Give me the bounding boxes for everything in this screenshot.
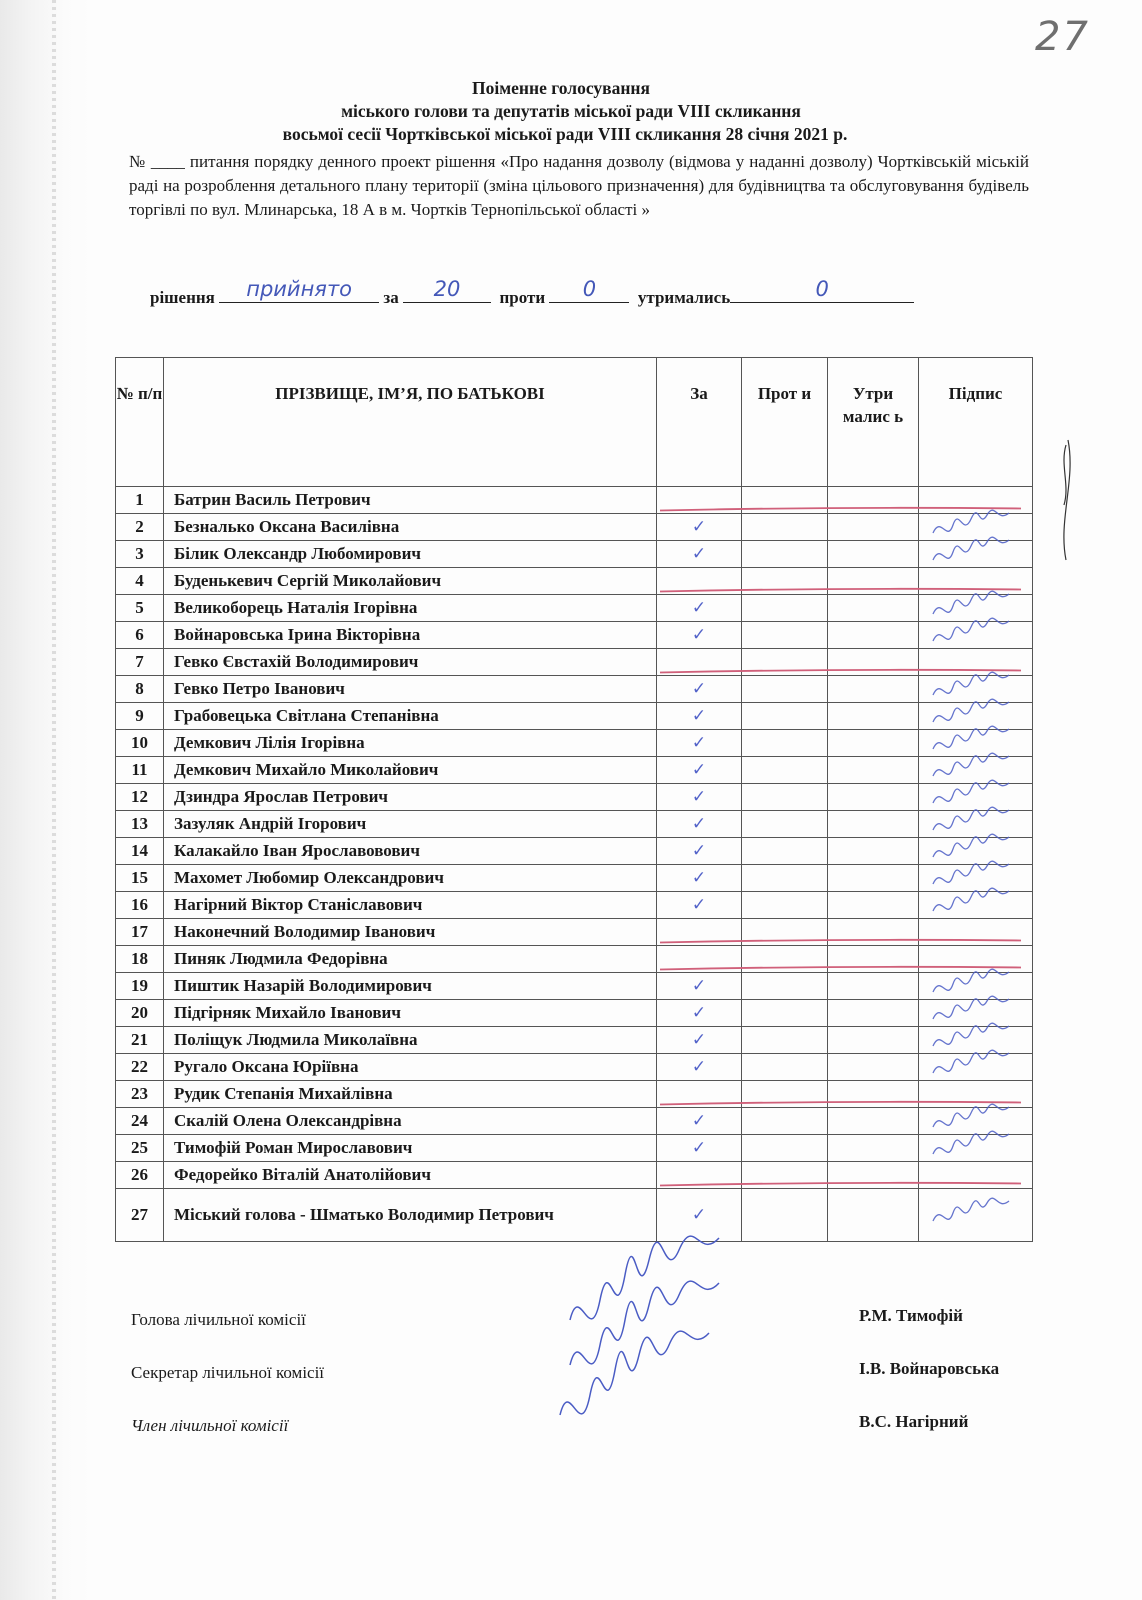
vote-for-cell: ✓ bbox=[657, 892, 742, 919]
commission-signature bbox=[570, 1281, 719, 1365]
vote-abstained-cell bbox=[828, 703, 919, 730]
vote-for-cell: ✓ bbox=[657, 838, 742, 865]
vote-for-cell: ✓ bbox=[657, 784, 742, 811]
table-row bbox=[116, 1189, 1033, 1242]
row-number: 19 bbox=[116, 973, 164, 1000]
vote-result-line bbox=[150, 277, 914, 308]
vote-abstained-cell bbox=[828, 1000, 919, 1027]
vote-against-cell bbox=[742, 973, 828, 1000]
agenda-question: № ____ питання порядку денного проект рішення «Про надання дозволу (відмова у наданні дозволу) Чортківській міській раді на розроблення детального плану території (зміна цільового призначення) для будівництва та обслуговування будівель торгівлі по вул. Млинарська, 18 А в м. Чортків Тернопільської області » bbox=[129, 152, 1029, 219]
vote-for-cell: ✓ bbox=[657, 730, 742, 757]
vote-for-cell: ✓ bbox=[657, 514, 742, 541]
page-number: 27 bbox=[1035, 14, 1090, 60]
deputy-name: Батрин Василь Петрович bbox=[164, 487, 657, 514]
vote-for-cell: ✓ bbox=[657, 1189, 742, 1242]
vote-against-cell bbox=[742, 703, 828, 730]
vote-abstained-cell bbox=[828, 541, 919, 568]
table-row bbox=[116, 649, 1033, 676]
signature-cell bbox=[919, 1081, 1033, 1108]
commission-signature bbox=[570, 1236, 719, 1320]
row-number: 15 bbox=[116, 865, 164, 892]
vote-for-cell: ✓ bbox=[657, 973, 742, 1000]
table-row bbox=[116, 595, 1033, 622]
against-blank bbox=[549, 277, 629, 303]
signature-cell bbox=[919, 865, 1033, 892]
vote-for-cell bbox=[657, 1162, 742, 1189]
vote-for-cell bbox=[657, 946, 742, 973]
session-line: восьмої сесії Чортківської міської ради VIII скликання 28 січня 2021 р. bbox=[282, 124, 848, 144]
deputy-name: Зазуляк Андрій Ігорович bbox=[164, 811, 657, 838]
vote-for-cell: ✓ bbox=[657, 703, 742, 730]
vote-abstained-cell bbox=[828, 838, 919, 865]
vote-against-cell bbox=[742, 946, 828, 973]
vote-against-cell bbox=[742, 730, 828, 757]
for-blank bbox=[403, 277, 491, 303]
table-header-row bbox=[116, 358, 1033, 487]
signature-cell bbox=[919, 838, 1033, 865]
vote-against-cell bbox=[742, 811, 828, 838]
signature-cell bbox=[919, 703, 1033, 730]
commission-signature bbox=[560, 1331, 709, 1415]
vote-abstained-cell bbox=[828, 487, 919, 514]
header-num: № п/п bbox=[116, 358, 164, 487]
vote-for-cell: ✓ bbox=[657, 865, 742, 892]
vote-against-cell bbox=[742, 622, 828, 649]
vote-for-cell bbox=[657, 487, 742, 514]
table-row bbox=[116, 892, 1033, 919]
vote-abstained-cell bbox=[828, 1189, 919, 1242]
table-row bbox=[116, 865, 1033, 892]
vote-for-cell: ✓ bbox=[657, 622, 742, 649]
signature-cell bbox=[919, 514, 1033, 541]
vote-abstained-cell bbox=[828, 1108, 919, 1135]
signature-cell bbox=[919, 487, 1033, 514]
vote-abstained-cell bbox=[828, 784, 919, 811]
vote-against-cell bbox=[742, 514, 828, 541]
commission-head-role: Голова лічильної комісії bbox=[131, 1310, 306, 1329]
signature-cell bbox=[919, 595, 1033, 622]
vote-abstained-cell bbox=[828, 946, 919, 973]
row-number: 20 bbox=[116, 1000, 164, 1027]
vote-abstained-cell bbox=[828, 757, 919, 784]
row-number: 11 bbox=[116, 757, 164, 784]
row-number: 1 bbox=[116, 487, 164, 514]
row-number: 23 bbox=[116, 1081, 164, 1108]
header-against: Прот и bbox=[742, 358, 828, 487]
vote-against-cell bbox=[742, 649, 828, 676]
row-number: 7 bbox=[116, 649, 164, 676]
vote-for-cell: ✓ bbox=[657, 1135, 742, 1162]
vote-against-cell bbox=[742, 676, 828, 703]
table-row bbox=[116, 757, 1033, 784]
deputy-name: Федорейко Віталій Анатолійович bbox=[164, 1162, 657, 1189]
vote-abstained-cell bbox=[828, 1054, 919, 1081]
row-number: 17 bbox=[116, 919, 164, 946]
against-value: 0 bbox=[582, 277, 597, 301]
document-title: Поіменне голосування bbox=[472, 78, 650, 98]
signature-cell bbox=[919, 892, 1033, 919]
row-number: 25 bbox=[116, 1135, 164, 1162]
row-number: 10 bbox=[116, 730, 164, 757]
vote-against-cell bbox=[742, 1000, 828, 1027]
table-row bbox=[116, 811, 1033, 838]
row-number: 9 bbox=[116, 703, 164, 730]
signature-cell bbox=[919, 649, 1033, 676]
row-number: 27 bbox=[116, 1189, 164, 1242]
signature-cell bbox=[919, 919, 1033, 946]
vote-abstained-cell bbox=[828, 595, 919, 622]
table-row bbox=[116, 973, 1033, 1000]
abstained-value: 0 bbox=[815, 277, 829, 301]
deputy-name: Буденькевич Сергій Миколайович bbox=[164, 568, 657, 595]
table-row bbox=[116, 919, 1033, 946]
deputy-name: Дзиндра Ярослав Петрович bbox=[164, 784, 657, 811]
signature-cell bbox=[919, 730, 1033, 757]
deputy-name: Тимофій Роман Мирославович bbox=[164, 1135, 657, 1162]
decision-blank bbox=[219, 277, 379, 303]
vote-against-cell bbox=[742, 487, 828, 514]
vote-against-cell bbox=[742, 1108, 828, 1135]
vote-for-cell bbox=[657, 568, 742, 595]
vote-abstained-cell bbox=[828, 1081, 919, 1108]
signature-cell bbox=[919, 757, 1033, 784]
table-row bbox=[116, 1027, 1033, 1054]
signature-cell bbox=[919, 541, 1033, 568]
row-number: 2 bbox=[116, 514, 164, 541]
signature-cell bbox=[919, 1189, 1033, 1242]
vote-for-cell: ✓ bbox=[657, 1000, 742, 1027]
row-number: 26 bbox=[116, 1162, 164, 1189]
table-row bbox=[116, 1135, 1033, 1162]
table-row bbox=[116, 703, 1033, 730]
vote-for-cell: ✓ bbox=[657, 541, 742, 568]
header-for: За bbox=[657, 358, 742, 487]
table-row bbox=[116, 676, 1033, 703]
deputy-name: Демкович Лілія Ігорівна bbox=[164, 730, 657, 757]
deputy-name: Грабовецька Світлана Степанівна bbox=[164, 703, 657, 730]
for-label: за bbox=[383, 288, 399, 307]
table-row bbox=[116, 568, 1033, 595]
vote-for-cell: ✓ bbox=[657, 1108, 742, 1135]
table-row bbox=[116, 487, 1033, 514]
vote-against-cell bbox=[742, 568, 828, 595]
vote-abstained-cell bbox=[828, 1162, 919, 1189]
vote-for-cell: ✓ bbox=[657, 811, 742, 838]
row-number: 16 bbox=[116, 892, 164, 919]
vote-for-cell: ✓ bbox=[657, 595, 742, 622]
header-signature: Підпис bbox=[919, 358, 1033, 487]
deputy-name: Міський голова - Шматько Володимир Петрович bbox=[164, 1189, 657, 1242]
decision-value: прийнято bbox=[246, 277, 353, 301]
table-row bbox=[116, 1108, 1033, 1135]
table-row bbox=[116, 622, 1033, 649]
row-number: 18 bbox=[116, 946, 164, 973]
scan-edge bbox=[0, 0, 92, 1600]
deputy-name: Демкович Михайло Миколайович bbox=[164, 757, 657, 784]
table-row bbox=[116, 784, 1033, 811]
signature-cell bbox=[919, 1000, 1033, 1027]
commission-head-name: Р.М. Тимофій bbox=[859, 1306, 963, 1325]
table-row bbox=[116, 1000, 1033, 1027]
vote-against-cell bbox=[742, 919, 828, 946]
vote-for-cell bbox=[657, 649, 742, 676]
deputy-name: Гевко Євстахій Володимирович bbox=[164, 649, 657, 676]
signature-cell bbox=[919, 811, 1033, 838]
deputy-name: Підгірняк Михайло Іванович bbox=[164, 1000, 657, 1027]
vote-for-cell: ✓ bbox=[657, 676, 742, 703]
vote-rows bbox=[116, 487, 1033, 1242]
row-number: 4 bbox=[116, 568, 164, 595]
decision-label: рішення bbox=[150, 288, 215, 307]
vote-against-cell bbox=[742, 1162, 828, 1189]
header-name: ПРІЗВИЩЕ, ІМ’Я, ПО БАТЬКОВІ bbox=[164, 358, 657, 487]
row-number: 5 bbox=[116, 595, 164, 622]
vote-abstained-cell bbox=[828, 676, 919, 703]
against-label: проти bbox=[499, 288, 546, 307]
deputy-name: Пиштик Назарій Володимирович bbox=[164, 973, 657, 1000]
deputy-name: Махомет Любомир Олександрович bbox=[164, 865, 657, 892]
signature-cell bbox=[919, 676, 1033, 703]
vote-for-cell bbox=[657, 1081, 742, 1108]
vote-against-cell bbox=[742, 541, 828, 568]
deputy-name: Рудик Степанія Михайлівна bbox=[164, 1081, 657, 1108]
vote-for-cell bbox=[657, 919, 742, 946]
deputy-name: Поліщук Людмила Миколаївна bbox=[164, 1027, 657, 1054]
signature-cell bbox=[919, 946, 1033, 973]
row-number: 24 bbox=[116, 1108, 164, 1135]
deputy-name: Войнаровська Ірина Вікторівна bbox=[164, 622, 657, 649]
abstained-blank bbox=[730, 277, 914, 303]
table-row bbox=[116, 1081, 1033, 1108]
vote-against-cell bbox=[742, 1081, 828, 1108]
deputy-name: Ругало Оксана Юріївна bbox=[164, 1054, 657, 1081]
signature-cell bbox=[919, 1027, 1033, 1054]
row-number: 3 bbox=[116, 541, 164, 568]
deputy-name: Великоборець Наталія Ігорівна bbox=[164, 595, 657, 622]
row-number: 12 bbox=[116, 784, 164, 811]
vote-against-cell bbox=[742, 784, 828, 811]
deputy-name: Калакайло Іван Ярославовович bbox=[164, 838, 657, 865]
deputy-name: Пиняк Людмила Федорівна bbox=[164, 946, 657, 973]
signature-cell bbox=[919, 1054, 1033, 1081]
signature-cell bbox=[919, 568, 1033, 595]
margin-pen-stroke bbox=[1064, 440, 1070, 560]
signature-cell bbox=[919, 622, 1033, 649]
document-subtitle: міського голови та депутатів міської ради VIII скликання bbox=[341, 101, 801, 121]
table-row bbox=[116, 946, 1033, 973]
table-row bbox=[116, 838, 1033, 865]
vote-abstained-cell bbox=[828, 892, 919, 919]
row-number: 8 bbox=[116, 676, 164, 703]
vote-abstained-cell bbox=[828, 649, 919, 676]
signature-cell bbox=[919, 1108, 1033, 1135]
vote-abstained-cell bbox=[828, 865, 919, 892]
vote-abstained-cell bbox=[828, 811, 919, 838]
vote-against-cell bbox=[742, 865, 828, 892]
vote-abstained-cell bbox=[828, 1135, 919, 1162]
vote-for-cell: ✓ bbox=[657, 1054, 742, 1081]
deputy-name: Нагірний Віктор Станіславович bbox=[164, 892, 657, 919]
vote-against-cell bbox=[742, 892, 828, 919]
vote-abstained-cell bbox=[828, 514, 919, 541]
for-value: 20 bbox=[433, 277, 461, 301]
vote-table bbox=[115, 357, 1033, 1242]
deputy-name: Наконечний Володимир Іванович bbox=[164, 919, 657, 946]
vote-against-cell bbox=[742, 1027, 828, 1054]
deputy-name: Білик Олександр Любомирович bbox=[164, 541, 657, 568]
signature-cell bbox=[919, 1135, 1033, 1162]
vote-abstained-cell bbox=[828, 730, 919, 757]
signature-cell bbox=[919, 1162, 1033, 1189]
row-number: 6 bbox=[116, 622, 164, 649]
vote-against-cell bbox=[742, 838, 828, 865]
commission-member-role: Член лічильної комісії bbox=[131, 1416, 289, 1435]
vote-against-cell bbox=[742, 757, 828, 784]
deputy-name: Гевко Петро Іванович bbox=[164, 676, 657, 703]
deputy-name: Скалій Олена Олександрівна bbox=[164, 1108, 657, 1135]
vote-for-cell: ✓ bbox=[657, 757, 742, 784]
vote-against-cell bbox=[742, 1135, 828, 1162]
vote-abstained-cell bbox=[828, 568, 919, 595]
row-number: 22 bbox=[116, 1054, 164, 1081]
commission-member-name: В.С. Нагірний bbox=[859, 1412, 969, 1431]
deputy-name: Безналько Оксана Василівна bbox=[164, 514, 657, 541]
vote-abstained-cell bbox=[828, 973, 919, 1000]
vote-abstained-cell bbox=[828, 1027, 919, 1054]
commission-secretary-name: І.В. Войнаровська bbox=[859, 1359, 1000, 1378]
row-number: 14 bbox=[116, 838, 164, 865]
header-abstained: Утри малис ь bbox=[828, 358, 919, 487]
row-number: 21 bbox=[116, 1027, 164, 1054]
row-number: 13 bbox=[116, 811, 164, 838]
vote-abstained-cell bbox=[828, 622, 919, 649]
commission-secretary-role: Секретар лічильної комісії bbox=[131, 1363, 325, 1382]
vote-for-cell: ✓ bbox=[657, 1027, 742, 1054]
vote-against-cell bbox=[742, 1189, 828, 1242]
table-row bbox=[116, 1054, 1033, 1081]
table-row bbox=[116, 514, 1033, 541]
signature-cell bbox=[919, 784, 1033, 811]
vote-abstained-cell bbox=[828, 919, 919, 946]
table-row bbox=[116, 730, 1033, 757]
abstained-label: утримались bbox=[637, 288, 731, 307]
signature-cell bbox=[919, 973, 1033, 1000]
vote-against-cell bbox=[742, 1054, 828, 1081]
table-row bbox=[116, 1162, 1033, 1189]
vote-against-cell bbox=[742, 595, 828, 622]
table-row bbox=[116, 541, 1033, 568]
